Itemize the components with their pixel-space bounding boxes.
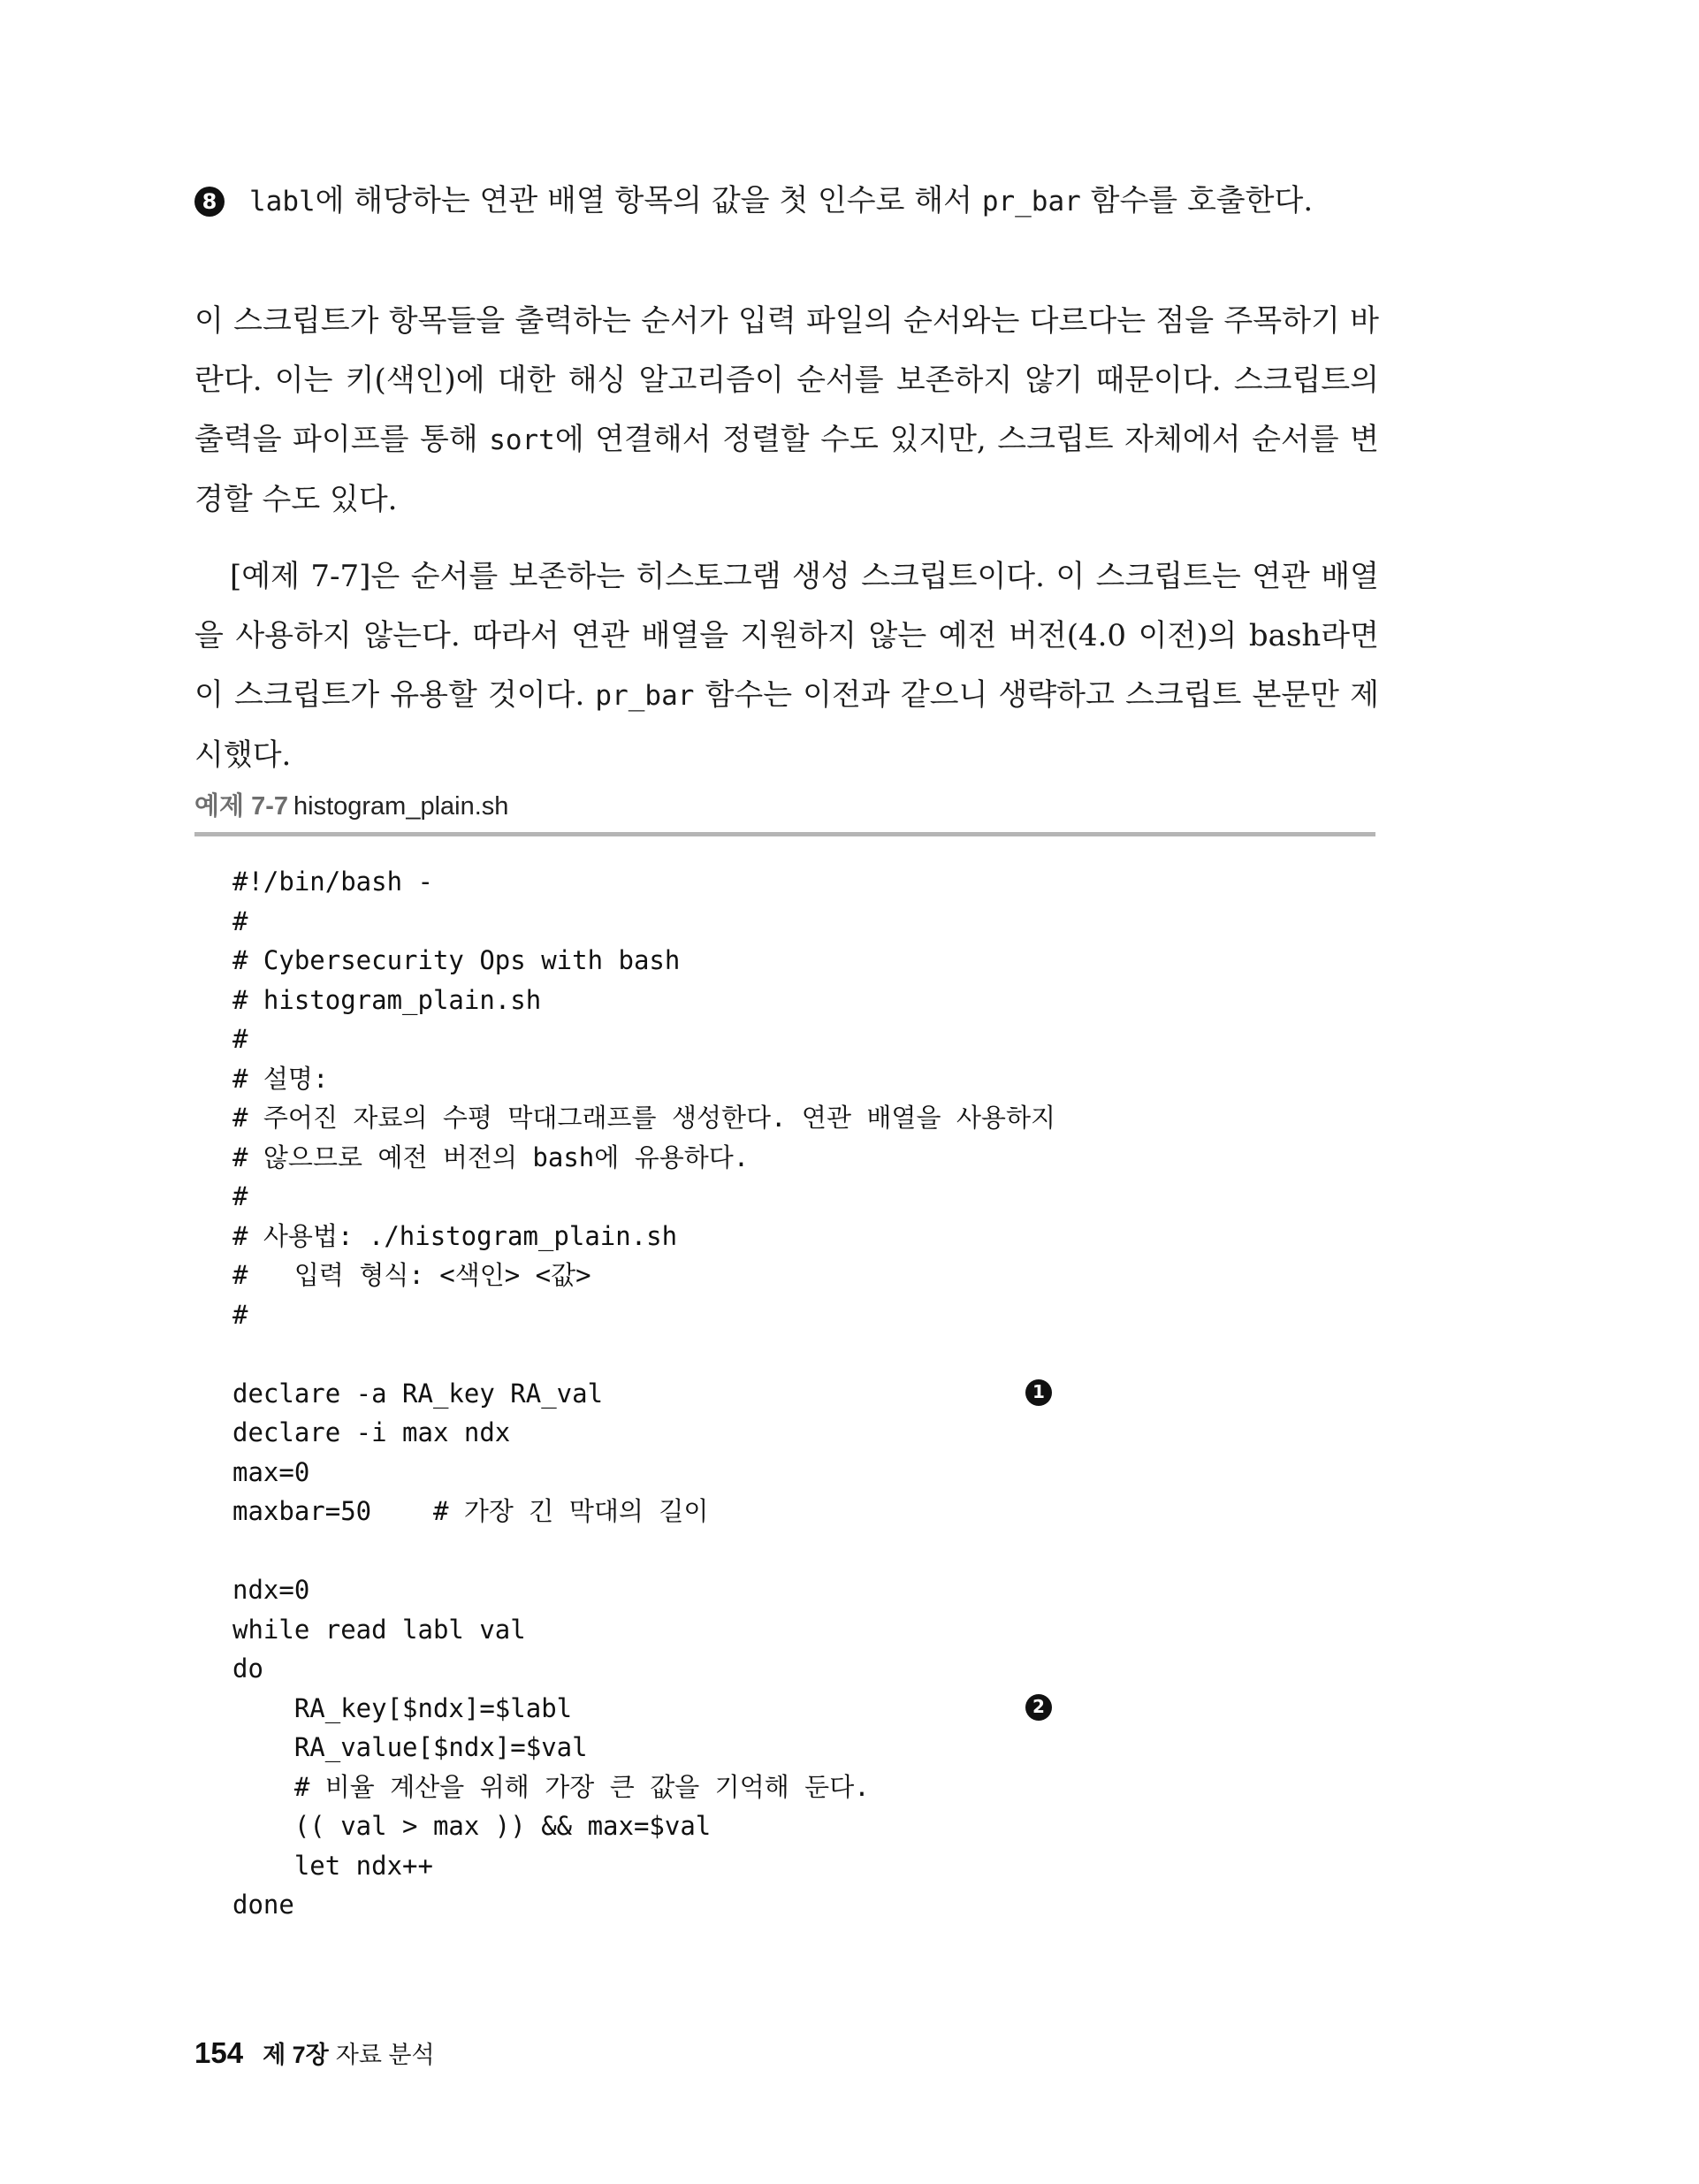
code-line xyxy=(232,862,1382,902)
code-line xyxy=(232,1806,1382,1846)
callout-item-8 xyxy=(194,179,1414,224)
code-line-text: # 주어진 자료의 수평 막대그래프를 생성한다. 연관 배열을 사용하지 xyxy=(232,1103,1055,1133)
callout-marker-8: 8 xyxy=(194,187,225,217)
code-line xyxy=(232,1570,1382,1610)
code-line-text: #!/bin/bash - xyxy=(232,867,433,897)
chapter-title: 자료 분석 xyxy=(335,2042,435,2068)
code-line xyxy=(232,1098,1382,1138)
code-line-text: # 입력 형식: <색인> <값> xyxy=(232,1260,591,1290)
code-listing xyxy=(232,862,1382,1925)
code-line xyxy=(232,1256,1382,1295)
code-line-text: ndx=0 xyxy=(232,1575,310,1605)
inline-code-sort: sort xyxy=(489,424,555,456)
code-line-text: # 비율 계산을 위해 가장 큰 값을 기억해 둔다. xyxy=(232,1771,870,1802)
code-line xyxy=(232,1059,1382,1099)
code-line xyxy=(232,1649,1382,1689)
code-line-text: RA_key[$ndx]=$labl xyxy=(232,1692,573,1723)
code-line xyxy=(232,1846,1382,1886)
code-line-text: # 설명: xyxy=(232,1063,329,1094)
code-line-text: maxbar=50 # 가장 긴 막대의 길이 xyxy=(232,1496,709,1526)
inline-code-pr-bar-2: pr_bar xyxy=(595,680,695,712)
code-line-text: while read labl val xyxy=(232,1614,526,1645)
inline-code-labl: labl xyxy=(249,186,316,218)
code-line xyxy=(232,1610,1382,1650)
code-line xyxy=(232,1334,1382,1374)
code-line xyxy=(232,1492,1382,1531)
code-line xyxy=(232,1885,1382,1925)
code-line-text: declare -a RA_key RA_val xyxy=(232,1378,604,1409)
code-line xyxy=(232,1453,1382,1493)
code-line xyxy=(232,1531,1382,1571)
code-line xyxy=(232,1217,1382,1256)
code-line xyxy=(232,1019,1382,1059)
example-filename: histogram_plain.sh xyxy=(293,792,509,821)
example-label: 예제 7-7 xyxy=(194,792,288,821)
code-line xyxy=(232,1413,1382,1453)
code-line-text: (( val > max )) && max=$val xyxy=(232,1811,712,1841)
code-line xyxy=(232,1138,1382,1178)
code-line-text: RA_value[$ndx]=$val xyxy=(232,1732,588,1762)
code-line-text: declare -i max ndx xyxy=(232,1417,511,1447)
paragraph-2-text-a: [예제 7-7]은 순서를 보존하는 히스토그램 생성 스크립트이다. 이 스크립트는 연관 배열을 사용하지 않는다. 따라서 연관 배열을 지원하지 않는 예전 버전(4.0 이전)의 bash라면 이 스크립트가 유용할 것이다. xyxy=(194,559,1379,713)
code-line-text: # xyxy=(232,1299,248,1330)
code-callout-marker-2: 2 xyxy=(1025,1694,1052,1721)
code-line-text: done xyxy=(232,1890,294,1920)
code-callout-marker-1: 1 xyxy=(1025,1379,1052,1406)
paragraph-1-text-b: 에 연결해서 정렬할 수도 있지만, 스크립트 자체에서 순서를 변경할 수도 있다. xyxy=(194,422,1379,517)
paragraph-2-text-b: 함수는 이전과 같으니 생략하고 스크립트 본문만 제시했다. xyxy=(194,677,1379,773)
code-line xyxy=(232,1374,1382,1414)
code-line-text: # xyxy=(232,1024,248,1054)
code-line xyxy=(232,1768,1382,1807)
code-line-text: # 사용법: ./histogram_plain.sh xyxy=(232,1220,678,1251)
code-line xyxy=(232,1177,1382,1217)
example-divider xyxy=(194,832,1375,836)
page-number: 154 xyxy=(194,2036,244,2069)
code-line-text: # histogram_plain.sh xyxy=(232,984,542,1015)
body-paragraph-2 xyxy=(194,547,1379,785)
body-paragraph-1 xyxy=(194,292,1379,530)
code-line-text: # xyxy=(232,905,248,936)
paragraph-1-text-a: 이 스크립트가 항목들을 출력하는 순서가 입력 파일의 순서와는 다르다는 점을 주목하기 바란다. 이는 키(색인)에 대한 해싱 알고리즘이 순서를 보존하지 않기 때문이다. 스크립트의 출력을 파이프를 통해 xyxy=(194,303,1379,457)
code-line-text: let ndx++ xyxy=(232,1850,433,1881)
code-line xyxy=(232,981,1382,1020)
code-line xyxy=(232,941,1382,981)
code-line xyxy=(232,902,1382,942)
code-line-text: # 않으므로 예전 버전의 bash에 유용하다. xyxy=(232,1142,750,1172)
page-footer xyxy=(194,2034,435,2074)
code-line xyxy=(232,1295,1382,1335)
code-line-text: max=0 xyxy=(232,1456,310,1487)
code-line xyxy=(232,1689,1382,1729)
code-line xyxy=(232,1728,1382,1768)
callout-text-1: 에 해당하는 연관 배열 항목의 값을 첫 인수로 해서 xyxy=(315,183,982,218)
code-line-text: # xyxy=(232,1181,248,1211)
example-caption xyxy=(194,789,508,824)
chapter-number: 제 7장 xyxy=(263,2042,329,2068)
callout-text-2: 함수를 호출한다. xyxy=(1080,183,1314,218)
code-line-text: # Cybersecurity Ops with bash xyxy=(232,945,681,975)
inline-code-pr-bar: pr_bar xyxy=(981,186,1081,218)
code-line-text: do xyxy=(232,1653,263,1684)
